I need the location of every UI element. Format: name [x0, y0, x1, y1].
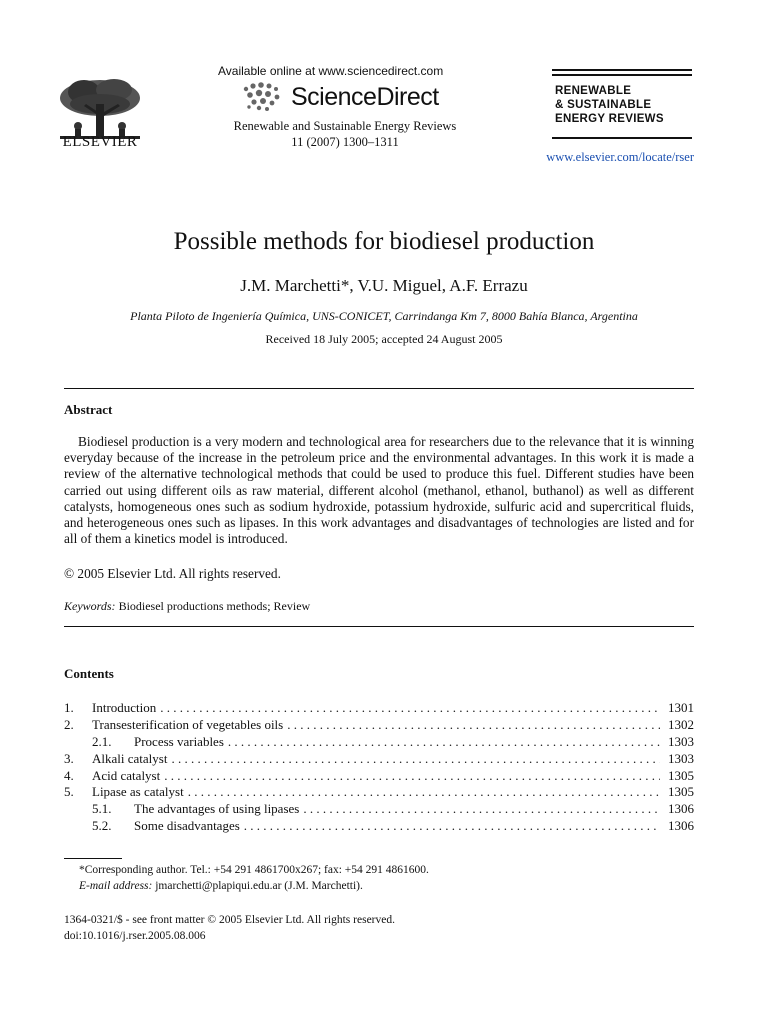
- toc-page: 1306: [668, 818, 694, 834]
- toc-title: Introduction: [92, 700, 157, 715]
- toc-page: 1305: [668, 784, 694, 800]
- journal-url-link[interactable]: www.elsevier.com/locate/rser: [546, 150, 694, 164]
- toc-leader: [184, 784, 660, 800]
- journal-logo-line: & SUSTAINABLE: [555, 99, 652, 111]
- corresponding-author-note: *Corresponding author. Tel.: +54 291 4861700x267; fax: +54 291 4861600.: [79, 864, 429, 876]
- article-authors: J.M. Marchetti*, V.U. Miguel, A.F. Errazu: [240, 276, 528, 295]
- abstract-copyright: © 2005 Elsevier Ltd. All rights reserved.: [64, 566, 281, 581]
- author-affiliation: Planta Piloto de Ingeniería Química, UNS-CONICET, Carrindanga Km 7, 8000 Bahía Blanca, Argentina: [130, 309, 638, 323]
- received-dates: Received 18 July 2005; accepted 24 August 2005: [265, 332, 503, 346]
- table-of-contents: [64, 700, 694, 835]
- journal-logo-rule-top: [552, 69, 692, 71]
- available-online-text[interactable]: Available online at www.sciencedirect.com: [218, 64, 444, 78]
- toc-page: 1301: [668, 700, 694, 715]
- toc-page: 1303: [668, 733, 694, 749]
- doi-link[interactable]: doi:10.1016/j.rser.2005.08.006: [64, 930, 206, 942]
- toc-leader: [160, 768, 660, 784]
- toc-number: 2.: [64, 716, 74, 732]
- volume-line: 11 (2007) 1300–1311: [291, 135, 399, 149]
- toc-number: 4.: [64, 767, 74, 783]
- email-label: E-mail address:: [79, 880, 153, 892]
- toc-page: 1305: [668, 767, 694, 783]
- toc-entry[interactable]: [64, 734, 694, 751]
- sciencedirect-dots-icon: [240, 80, 286, 114]
- abstract-heading: Abstract: [64, 402, 113, 417]
- journal-logo-rule-mid: [552, 74, 692, 76]
- toc-entry[interactable]: [64, 768, 694, 785]
- publisher-name: ELSEVIER: [62, 134, 138, 150]
- toc-title: Alkali catalyst: [92, 750, 168, 766]
- toc-entry[interactable]: [64, 717, 694, 734]
- email-address[interactable]: jmarchetti@plapiqui.edu.ar (J.M. Marchetti).: [155, 880, 363, 892]
- toc-number: 5.: [64, 784, 74, 800]
- toc-title: Lipase as catalyst: [92, 784, 184, 800]
- journal-logo-rule-bottom: [552, 137, 692, 139]
- keywords-label: Keywords:: [64, 599, 116, 613]
- toc-number: 3.: [64, 750, 74, 766]
- article-title: Possible methods for biodiesel production: [173, 228, 595, 255]
- toc-leader: [240, 818, 660, 834]
- toc-entry[interactable]: [64, 700, 694, 717]
- toc-leader: [299, 801, 660, 817]
- toc-number: 1.: [64, 700, 74, 715]
- journal-logo-line: ENERGY REVIEWS: [555, 113, 664, 125]
- divider-bottom: [64, 626, 694, 627]
- toc-entry[interactable]: [64, 818, 694, 835]
- keywords-value: Biodiesel productions methods; Review: [118, 599, 311, 613]
- toc-title: The advantages of using lipases: [134, 801, 300, 817]
- divider-top: [64, 388, 694, 389]
- toc-leader: [224, 734, 660, 750]
- journal-name: Renewable and Sustainable Energy Reviews: [233, 119, 457, 133]
- toc-page: 1302: [668, 716, 694, 732]
- toc-page: 1303: [668, 750, 694, 766]
- toc-leader: [156, 700, 660, 716]
- toc-number: 5.1.: [92, 801, 112, 817]
- toc-leader: [283, 717, 660, 733]
- journal-logo-line: RENEWABLE: [555, 85, 632, 97]
- sciencedirect-brand: ScienceDirect: [291, 83, 439, 111]
- toc-number: 5.2.: [92, 818, 112, 834]
- toc-page: 1306: [668, 801, 694, 817]
- toc-title: Acid catalyst: [92, 767, 161, 783]
- issn-line: 1364-0321/$ - see front matter © 2005 Elsevier Ltd. All rights reserved.: [64, 914, 395, 926]
- keywords-line: [64, 599, 310, 614]
- journal-citation: [200, 118, 490, 150]
- toc-entry[interactable]: [64, 784, 694, 801]
- toc-number: 2.1.: [92, 733, 112, 749]
- journal-logo: [555, 84, 695, 126]
- toc-entry[interactable]: [64, 801, 694, 818]
- toc-title: Some disadvantages: [134, 818, 240, 834]
- abstract-text: Biodiesel production is a very modern and technological area for researchers due to the relevance that it is winning everyday because of the increase in the petroleum price and the environmental advantages. In this work it is made a review of the alternative technological methods that could be used to produce this fuel. Different studies have been carried out using different oils as raw material, different alcohol (methanol, ethanol, buthanol) as well as different catalysts, homogeneous ones such as sodium hydroxide, potassium hydroxide, sulfuric acid and supercritical fluids, and heterogeneous ones such as lipases. In this work advantages and disadvantages of technologies are listed and for all of them a kinetics model is introduced.: [64, 434, 694, 547]
- email-note: [79, 880, 363, 892]
- toc-entry[interactable]: [64, 751, 694, 768]
- toc-title: Transesterification of vegetables oils: [92, 716, 284, 732]
- toc-leader: [167, 751, 660, 767]
- footnote-rule: [64, 858, 122, 859]
- contents-heading: Contents: [64, 666, 114, 681]
- toc-title: Process variables: [134, 733, 224, 749]
